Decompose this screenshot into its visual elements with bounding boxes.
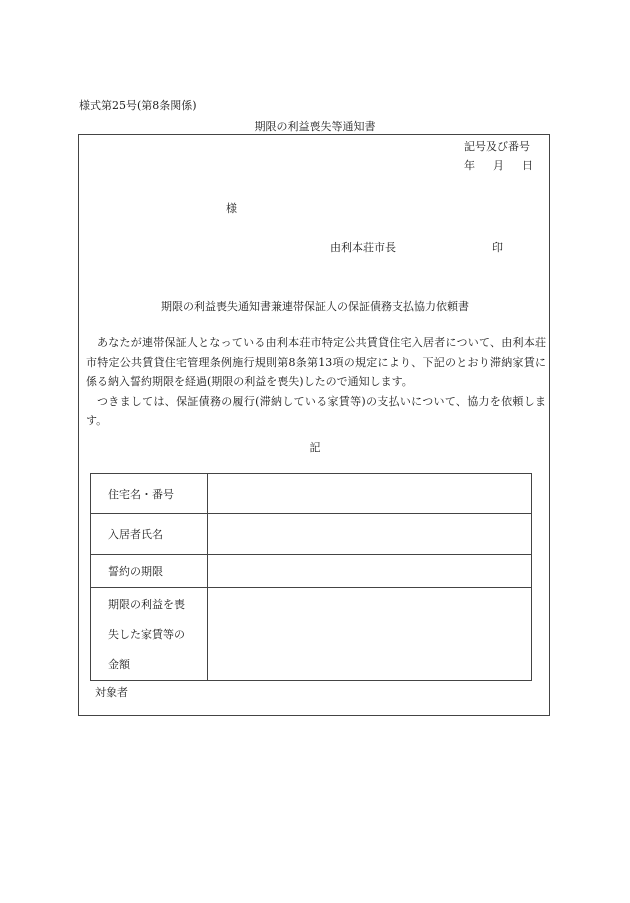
subject-line: 期限の利益喪失通知書兼連帯保証人の保証債務支払協力依頼書	[161, 300, 469, 313]
forfeited-amount-label-line2: 失した家賃等の	[108, 628, 185, 641]
issuer-title: 由利本荘市長	[330, 241, 396, 254]
date-year: 年	[464, 159, 475, 172]
form-number: 様式第25号(第8条関係)	[79, 99, 197, 112]
table-row	[91, 474, 532, 514]
document-title: 期限の利益喪失等通知書	[254, 120, 376, 133]
forfeited-amount-label	[91, 588, 208, 681]
table-row	[91, 555, 532, 588]
date-line	[464, 157, 533, 173]
forfeited-amount-label-line1: 期限の利益を喪	[108, 598, 185, 611]
housing-name-label: 住宅名・番号	[91, 474, 208, 514]
date-day: 日	[522, 159, 533, 172]
body-paragraph-2: つきましては、保証債務の履行(滞納している家賃等)の支払いについて、協力を依頼します。	[86, 394, 546, 427]
tenant-name-label: 入居者氏名	[91, 514, 208, 555]
table-row	[91, 514, 532, 555]
reference-number-label: 記号及び番号	[464, 140, 530, 153]
addressee-suffix: 様	[226, 202, 237, 215]
body-paragraph-1: あなたが連帯保証人となっている由利本荘市特定公共賃貸住宅入居者について、由利本荘市特定公共賃貸住宅管理条例施行規則第8条第13項の規定により、下記のとおり滞納家賃に係る納入誓約期限を経過(期限の利益を喪失)したので通知します。	[86, 336, 546, 388]
forfeited-amount-label-line3: 金額	[108, 658, 130, 671]
tenant-name-field[interactable]	[208, 514, 532, 555]
forfeited-amount-field[interactable]	[208, 588, 532, 681]
ki-heading: 記	[309, 441, 321, 454]
table-row	[91, 588, 532, 681]
date-month: 月	[493, 159, 504, 172]
body-text	[86, 333, 546, 431]
info-table	[90, 473, 532, 681]
pledge-deadline-label: 誓約の期限	[91, 555, 208, 588]
pledge-deadline-field[interactable]	[208, 555, 532, 588]
footnote-target: 対象者	[95, 686, 128, 699]
seal-mark: 印	[492, 241, 503, 254]
housing-name-field[interactable]	[208, 474, 532, 514]
